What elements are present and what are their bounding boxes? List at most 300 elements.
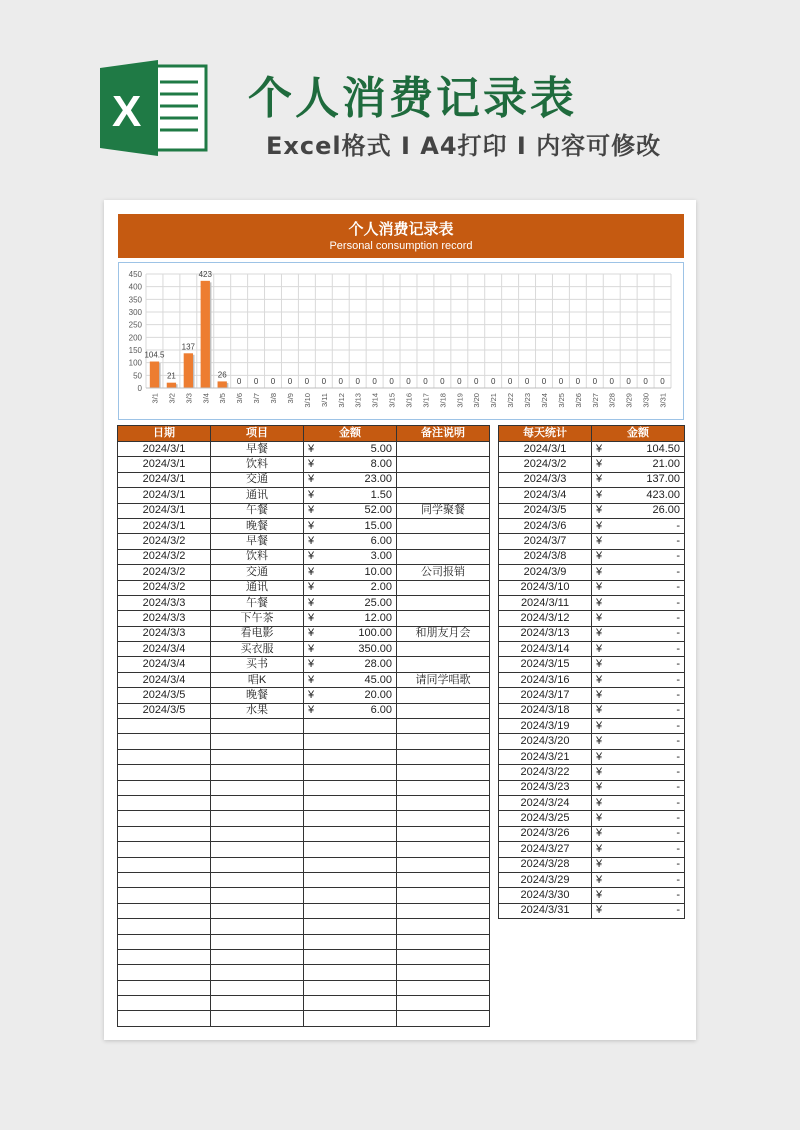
summary-date[interactable]: 2024/3/4 [499, 488, 592, 503]
summary-date[interactable]: 2024/3/20 [499, 734, 592, 749]
amount-value: - [676, 673, 680, 686]
empty-cell[interactable] [118, 980, 211, 995]
cell-amount[interactable] [304, 642, 397, 657]
table-row [499, 826, 685, 841]
amount-value: 137.00 [646, 473, 680, 486]
cell-date[interactable]: 2024/3/3 [118, 626, 211, 641]
summary-amount[interactable] [592, 795, 685, 810]
summary-amount[interactable] [592, 842, 685, 857]
cell-note[interactable] [397, 457, 490, 472]
currency-symbol: ¥ [308, 442, 315, 455]
empty-cell[interactable] [118, 749, 211, 764]
currency-symbol: ¥ [596, 904, 603, 917]
empty-cell[interactable] [211, 903, 304, 918]
summary-date[interactable]: 2024/3/30 [499, 888, 592, 903]
summary-amount[interactable] [592, 565, 685, 580]
expense-table [117, 425, 490, 1027]
x-tick-label: 3/31 [658, 393, 668, 408]
summary-date[interactable]: 2024/3/13 [499, 626, 592, 641]
summary-amount[interactable] [592, 703, 685, 718]
empty-cell[interactable] [304, 795, 397, 810]
empty-cell[interactable] [118, 795, 211, 810]
empty-cell[interactable] [397, 919, 490, 934]
summary-amount[interactable] [592, 518, 685, 533]
summary-date[interactable]: 2024/3/17 [499, 688, 592, 703]
empty-cell[interactable] [211, 734, 304, 749]
empty-cell[interactable] [118, 934, 211, 949]
cell-date[interactable]: 2024/3/1 [118, 457, 211, 472]
data-label: 0 [660, 377, 665, 386]
data-label: 0 [406, 377, 411, 386]
amount-value: 28.00 [364, 658, 392, 671]
x-tick-label: 3/3 [184, 393, 194, 404]
empty-cell[interactable] [118, 857, 211, 872]
cell-amount[interactable] [304, 626, 397, 641]
x-tick-label: 3/26 [573, 393, 583, 408]
cell-item[interactable]: 通讯 [211, 580, 304, 595]
empty-cell[interactable] [397, 980, 490, 995]
amount-value: 1.50 [370, 488, 392, 501]
cell-note[interactable]: 请同学唱歌 [397, 672, 490, 687]
currency-symbol: ¥ [596, 611, 603, 624]
summary-date[interactable]: 2024/3/19 [499, 719, 592, 734]
cell-note[interactable] [397, 472, 490, 487]
empty-cell[interactable] [304, 949, 397, 964]
cell-amount[interactable] [304, 688, 397, 703]
amount-value: 23.00 [364, 473, 392, 486]
cell-item[interactable]: 晚餐 [211, 518, 304, 533]
empty-cell[interactable] [211, 811, 304, 826]
amount-value: - [676, 535, 680, 548]
empty-row [118, 888, 490, 903]
empty-row [118, 734, 490, 749]
x-tick-label: 3/9 [285, 393, 295, 404]
summary-date[interactable]: 2024/3/6 [499, 518, 592, 533]
summary-date[interactable]: 2024/3/26 [499, 826, 592, 841]
empty-row [118, 780, 490, 795]
empty-cell[interactable] [304, 826, 397, 841]
banner-subtitle: Personal consumption record [329, 240, 473, 252]
cell-date[interactable]: 2024/3/3 [118, 611, 211, 626]
cell-item[interactable]: 晚餐 [211, 688, 304, 703]
summary-amount[interactable] [592, 626, 685, 641]
empty-cell[interactable] [304, 980, 397, 995]
currency-symbol: ¥ [308, 535, 315, 548]
summary-amount[interactable] [592, 765, 685, 780]
empty-cell[interactable] [397, 949, 490, 964]
empty-cell[interactable] [304, 734, 397, 749]
empty-cell[interactable] [118, 872, 211, 887]
empty-cell[interactable] [397, 934, 490, 949]
x-tick-label: 3/24 [539, 393, 549, 408]
summary-date[interactable]: 2024/3/23 [499, 780, 592, 795]
empty-cell[interactable] [397, 765, 490, 780]
summary-date[interactable]: 2024/3/24 [499, 795, 592, 810]
currency-symbol: ¥ [596, 827, 603, 840]
summary-amount[interactable] [592, 657, 685, 672]
summary-date[interactable]: 2024/3/29 [499, 872, 592, 887]
cell-date[interactable]: 2024/3/4 [118, 657, 211, 672]
cell-date[interactable]: 2024/3/5 [118, 688, 211, 703]
summary-date[interactable]: 2024/3/3 [499, 472, 592, 487]
summary-amount[interactable] [592, 672, 685, 687]
amount-value: 6.00 [370, 535, 392, 548]
cell-date[interactable]: 2024/3/2 [118, 549, 211, 564]
bar-chart [119, 263, 685, 421]
empty-cell[interactable] [211, 765, 304, 780]
empty-cell[interactable] [397, 795, 490, 810]
cell-item[interactable]: 交通 [211, 565, 304, 580]
empty-cell[interactable] [211, 719, 304, 734]
data-label: 0 [253, 377, 259, 386]
empty-cell[interactable] [211, 872, 304, 887]
cell-amount[interactable] [304, 595, 397, 610]
currency-symbol: ¥ [596, 550, 603, 563]
cell-item[interactable]: 午餐 [211, 595, 304, 610]
cell-amount[interactable] [304, 703, 397, 718]
cell-date[interactable]: 2024/3/2 [118, 565, 211, 580]
cell-amount[interactable] [304, 518, 397, 533]
empty-cell[interactable] [118, 826, 211, 841]
cell-item[interactable]: 买书 [211, 657, 304, 672]
amount-value: - [676, 765, 680, 778]
empty-cell[interactable] [397, 842, 490, 857]
empty-cell[interactable] [211, 826, 304, 841]
summary-amount[interactable] [592, 719, 685, 734]
summary-date[interactable]: 2024/3/10 [499, 580, 592, 595]
summary-date[interactable]: 2024/3/1 [499, 442, 592, 457]
currency-symbol: ¥ [596, 519, 603, 532]
cell-amount[interactable] [304, 457, 397, 472]
currency-symbol: ¥ [596, 473, 603, 486]
empty-cell[interactable] [118, 811, 211, 826]
empty-cell[interactable] [304, 903, 397, 918]
amount-value: - [676, 827, 680, 840]
currency-symbol: ¥ [308, 519, 315, 532]
currency-symbol: ¥ [596, 658, 603, 671]
empty-cell[interactable] [118, 888, 211, 903]
currency-symbol: ¥ [596, 812, 603, 825]
empty-cell[interactable] [118, 903, 211, 918]
empty-cell[interactable] [118, 842, 211, 857]
empty-cell[interactable] [304, 719, 397, 734]
cell-amount[interactable] [304, 672, 397, 687]
table-row [118, 672, 490, 687]
cell-note[interactable] [397, 688, 490, 703]
empty-cell[interactable] [397, 749, 490, 764]
empty-cell[interactable] [211, 857, 304, 872]
cell-item[interactable]: 买衣服 [211, 642, 304, 657]
empty-cell[interactable] [118, 919, 211, 934]
empty-cell[interactable] [118, 719, 211, 734]
cell-note[interactable] [397, 595, 490, 610]
summary-date[interactable]: 2024/3/16 [499, 672, 592, 687]
cell-note[interactable] [397, 611, 490, 626]
empty-row [118, 749, 490, 764]
cell-amount[interactable] [304, 488, 397, 503]
cell-date[interactable]: 2024/3/5 [118, 703, 211, 718]
empty-cell[interactable] [397, 1011, 490, 1026]
amount-value: 12.00 [364, 611, 392, 624]
summary-date[interactable]: 2024/3/9 [499, 565, 592, 580]
cell-date[interactable]: 2024/3/4 [118, 672, 211, 687]
empty-cell[interactable] [211, 842, 304, 857]
cell-item[interactable]: 交通 [211, 472, 304, 487]
cell-item[interactable]: 午餐 [211, 503, 304, 518]
cell-note[interactable] [397, 642, 490, 657]
cell-item[interactable]: 下午茶 [211, 611, 304, 626]
summary-date[interactable]: 2024/3/18 [499, 703, 592, 718]
empty-cell[interactable] [118, 765, 211, 780]
currency-symbol: ¥ [308, 596, 315, 609]
cell-item[interactable]: 早餐 [211, 534, 304, 549]
cell-amount[interactable] [304, 534, 397, 549]
empty-cell[interactable] [118, 965, 211, 980]
amount-value: - [676, 550, 680, 563]
amount-value: 26.00 [652, 504, 680, 517]
empty-cell[interactable] [211, 919, 304, 934]
summary-date[interactable]: 2024/3/8 [499, 549, 592, 564]
table-row [499, 488, 685, 503]
summary-date[interactable]: 2024/3/7 [499, 534, 592, 549]
cell-amount[interactable] [304, 580, 397, 595]
empty-cell[interactable] [304, 842, 397, 857]
data-label: 0 [609, 377, 614, 386]
cell-item[interactable]: 通讯 [211, 488, 304, 503]
summary-amount[interactable] [592, 780, 685, 795]
empty-cell[interactable] [304, 919, 397, 934]
empty-cell[interactable] [397, 719, 490, 734]
summary-amount[interactable] [592, 442, 685, 457]
cell-date[interactable]: 2024/3/1 [118, 488, 211, 503]
summary-date[interactable]: 2024/3/22 [499, 765, 592, 780]
empty-cell[interactable] [211, 749, 304, 764]
empty-row [118, 919, 490, 934]
empty-cell[interactable] [304, 965, 397, 980]
table-row [118, 642, 490, 657]
summary-amount[interactable] [592, 857, 685, 872]
summary-date[interactable]: 2024/3/11 [499, 595, 592, 610]
cell-amount[interactable] [304, 472, 397, 487]
cell-note[interactable] [397, 518, 490, 533]
summary-date[interactable]: 2024/3/14 [499, 642, 592, 657]
summary-amount[interactable] [592, 488, 685, 503]
table-row [499, 580, 685, 595]
empty-cell[interactable] [211, 780, 304, 795]
empty-cell[interactable] [304, 765, 397, 780]
cell-note[interactable] [397, 657, 490, 672]
table-row [499, 719, 685, 734]
currency-symbol: ¥ [596, 735, 603, 748]
cell-date[interactable]: 2024/3/3 [118, 595, 211, 610]
empty-row [118, 949, 490, 964]
table-row [499, 442, 685, 457]
summary-date[interactable]: 2024/3/31 [499, 903, 592, 918]
summary-date[interactable]: 2024/3/12 [499, 611, 592, 626]
cell-note[interactable]: 和朋友月会 [397, 626, 490, 641]
summary-amount[interactable] [592, 903, 685, 918]
empty-cell[interactable] [211, 996, 304, 1011]
empty-cell[interactable] [304, 857, 397, 872]
cell-note[interactable] [397, 580, 490, 595]
empty-cell[interactable] [397, 734, 490, 749]
cell-item[interactable]: 饮料 [211, 549, 304, 564]
empty-cell[interactable] [211, 980, 304, 995]
cell-note[interactable] [397, 703, 490, 718]
empty-cell[interactable] [211, 949, 304, 964]
table-row [499, 903, 685, 918]
empty-cell[interactable] [397, 780, 490, 795]
empty-cell[interactable] [211, 965, 304, 980]
y-tick-label: 200 [128, 333, 142, 343]
daily-summary-table [498, 425, 685, 919]
summary-date[interactable]: 2024/3/21 [499, 749, 592, 764]
empty-row [118, 826, 490, 841]
empty-cell[interactable] [304, 934, 397, 949]
summary-date[interactable]: 2024/3/5 [499, 503, 592, 518]
table-row [499, 549, 685, 564]
x-tick-label: 3/16 [404, 393, 414, 408]
table-row [118, 688, 490, 703]
empty-cell[interactable] [211, 888, 304, 903]
summary-header-0: 每天统计 [499, 426, 592, 442]
empty-cell[interactable] [211, 934, 304, 949]
cell-item[interactable]: 看电影 [211, 626, 304, 641]
cell-item[interactable]: 早餐 [211, 442, 304, 457]
summary-date[interactable]: 2024/3/28 [499, 857, 592, 872]
summary-amount[interactable] [592, 872, 685, 887]
empty-cell[interactable] [304, 996, 397, 1011]
cell-date[interactable]: 2024/3/1 [118, 472, 211, 487]
cell-note[interactable]: 同学聚餐 [397, 503, 490, 518]
cell-amount[interactable] [304, 442, 397, 457]
table-row [499, 518, 685, 533]
cell-item[interactable]: 唱K [211, 672, 304, 687]
cell-amount[interactable] [304, 611, 397, 626]
table-row [499, 457, 685, 472]
amount-value: 3.00 [370, 550, 392, 563]
currency-symbol: ¥ [596, 750, 603, 763]
summary-amount[interactable] [592, 503, 685, 518]
empty-cell[interactable] [304, 888, 397, 903]
empty-cell[interactable] [304, 872, 397, 887]
empty-cell[interactable] [397, 826, 490, 841]
table-row [499, 565, 685, 580]
empty-cell[interactable] [118, 949, 211, 964]
summary-amount[interactable] [592, 549, 685, 564]
x-tick-label: 3/20 [472, 393, 482, 408]
summary-amount[interactable] [592, 580, 685, 595]
data-label: 0 [355, 377, 360, 386]
summary-amount[interactable] [592, 749, 685, 764]
empty-cell[interactable] [211, 795, 304, 810]
amount-value: 2.00 [370, 581, 392, 594]
empty-cell[interactable] [304, 811, 397, 826]
empty-cell[interactable] [118, 780, 211, 795]
x-tick-label: 3/10 [302, 393, 312, 408]
y-tick-label: 300 [128, 308, 142, 317]
summary-amount[interactable] [592, 611, 685, 626]
summary-amount[interactable] [592, 457, 685, 472]
empty-cell[interactable] [304, 749, 397, 764]
empty-cell[interactable] [118, 1011, 211, 1026]
summary-amount[interactable] [592, 534, 685, 549]
currency-symbol: ¥ [596, 488, 603, 501]
cell-note[interactable] [397, 488, 490, 503]
table-row [499, 703, 685, 718]
cell-amount[interactable] [304, 503, 397, 518]
cell-date[interactable]: 2024/3/2 [118, 580, 211, 595]
cell-item[interactable]: 水果 [211, 703, 304, 718]
empty-cell[interactable] [304, 1011, 397, 1026]
summary-amount[interactable] [592, 642, 685, 657]
summary-amount[interactable] [592, 595, 685, 610]
empty-cell[interactable] [397, 811, 490, 826]
data-label: 0 [304, 377, 310, 386]
cell-note[interactable] [397, 442, 490, 457]
empty-cell[interactable] [397, 872, 490, 887]
bar-3/3 [184, 353, 193, 388]
cell-note[interactable] [397, 534, 490, 549]
empty-cell[interactable] [211, 1011, 304, 1026]
empty-cell[interactable] [304, 780, 397, 795]
summary-amount[interactable] [592, 472, 685, 487]
summary-amount[interactable] [592, 888, 685, 903]
data-label: 104.5 [144, 350, 165, 360]
empty-cell[interactable] [118, 734, 211, 749]
summary-date[interactable]: 2024/3/27 [499, 842, 592, 857]
summary-amount[interactable] [592, 826, 685, 841]
data-label: 0 [236, 377, 242, 386]
summary-amount[interactable] [592, 811, 685, 826]
x-tick-label: 3/29 [624, 393, 634, 408]
cell-date[interactable]: 2024/3/1 [118, 503, 211, 518]
cell-amount[interactable] [304, 565, 397, 580]
cell-note[interactable]: 公司报销 [397, 565, 490, 580]
empty-cell[interactable] [118, 996, 211, 1011]
x-tick-label: 3/25 [556, 393, 566, 408]
cell-date[interactable]: 2024/3/2 [118, 534, 211, 549]
empty-cell[interactable] [397, 903, 490, 918]
summary-amount[interactable] [592, 734, 685, 749]
logo-letter: X [112, 87, 142, 136]
cell-amount[interactable] [304, 549, 397, 564]
summary-date[interactable]: 2024/3/15 [499, 657, 592, 672]
cell-date[interactable]: 2024/3/1 [118, 518, 211, 533]
cell-item[interactable]: 饮料 [211, 457, 304, 472]
empty-row [118, 934, 490, 949]
expense-header-0: 日期 [118, 426, 211, 442]
empty-cell[interactable] [397, 996, 490, 1011]
empty-cell[interactable] [397, 857, 490, 872]
cell-amount[interactable] [304, 657, 397, 672]
empty-cell[interactable] [397, 888, 490, 903]
bar-3/1 [150, 362, 159, 388]
currency-symbol: ¥ [596, 704, 603, 717]
summary-date[interactable]: 2024/3/25 [499, 811, 592, 826]
empty-row [118, 719, 490, 734]
empty-cell[interactable] [397, 965, 490, 980]
bar-3/2 [167, 383, 176, 388]
currency-symbol: ¥ [596, 858, 603, 871]
x-tick-label: 3/17 [421, 393, 431, 408]
cell-date[interactable]: 2024/3/4 [118, 642, 211, 657]
summary-amount[interactable] [592, 688, 685, 703]
cell-note[interactable] [397, 549, 490, 564]
table-row [499, 688, 685, 703]
summary-date[interactable]: 2024/3/2 [499, 457, 592, 472]
cell-date[interactable]: 2024/3/1 [118, 442, 211, 457]
